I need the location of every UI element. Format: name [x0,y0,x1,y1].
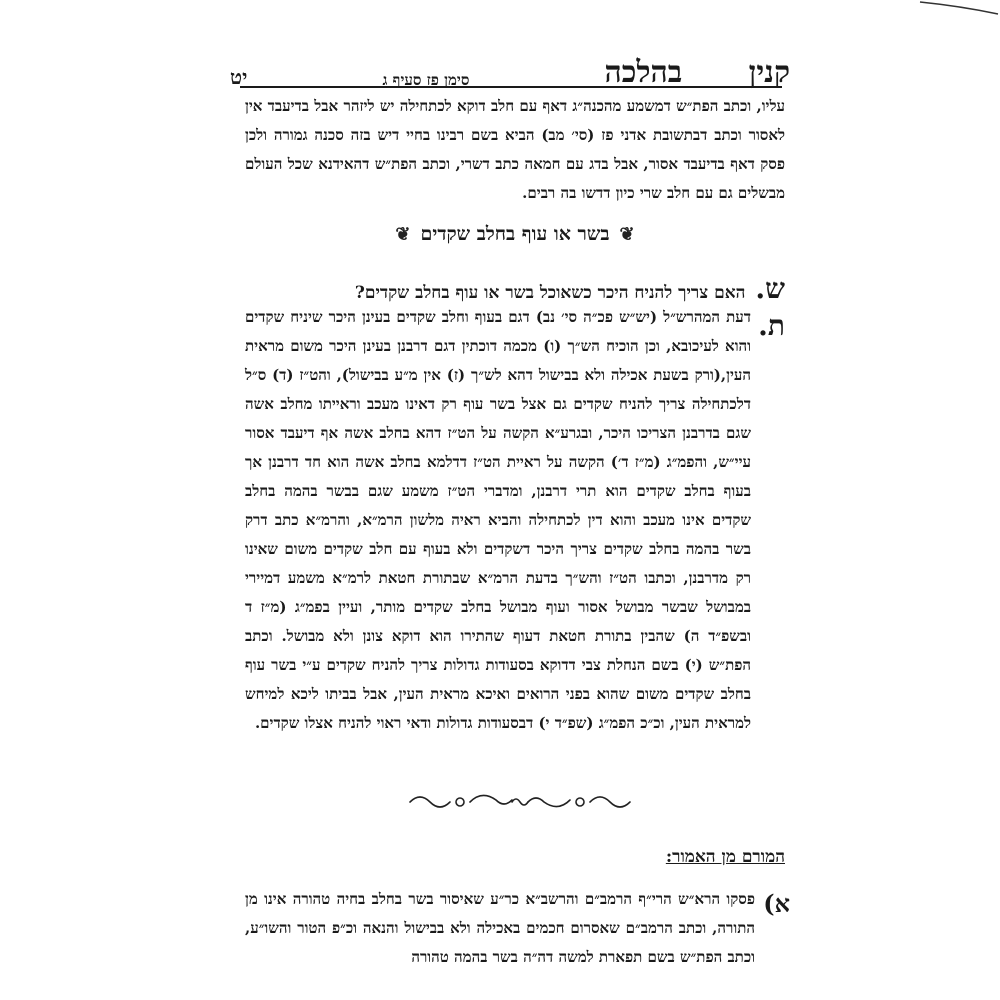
header-book-title [605,55,790,90]
answer-letter: ת. [758,309,785,342]
section-title: בשר או עוף בחלב שקדים [420,223,610,245]
question-row [245,272,785,306]
header-page-number: יט [230,65,248,89]
section-heading [245,223,785,246]
answer-text: דעת המהרש״ל (יש״ש פכ״ה סי׳ נב) דגם בעוף וחלב שקדים בעינן היכר שיניח שקדים והוא לעיכובא, וכן הוכיח הש״ך (ו) מכמה דוכתין דגם דרבנן בעינן היכר משום מראית העין,(ורק בשעת אכילה ולא בבישול דהא לש״ך (ז) אין מ״ע בבישול), והט״ז (ד) ס״ל דלכתחילה צריך להניח שקדים גם אצל בשר עוף רק דאינו מעכב וראייתו מחלב אשה שגם בדרבנן הצריכו היכר, ובגרע״א הקשה על הט״ז דהא בחלב אשה אף דיעבד אסור עיי״ש, והפמ״ג (מ״ז ד׳) הקשה על ראיית הט״ז דדלמא בחלב אשה הוא חד דרבנן אך בעוף בחלב שקדים הוא תרי דרבנן, ומדברי הט״ז משמע שגם בבשר בהמה בחלב שקדים אינו מעכב והוא דין לכתחילה והביא ראיה מלשון הרמ״א, והרמ״א כתב דרק בשר בהמה בחלב שקדים צריך היכר דשקדים ולא בעוף עם חלב שקדים משום שאינו רק מדרבנן, וכתבו הט״ז והש״ך בדעת הרמ״א שבתורת חטאת לרמ״א משמע דמיירי במבושל שבשר מבושל אסור ועוף מבושל בחלב שקדים מותר, ועיין בפמ״ג (מ״ז ד ובשפ״ד ה) שהבין בתורת חטאת דעוף שהתירו הוא דוקא צונן ולא מבושל. וכתב הפת״ש (י) בשם הנחלת צבי דדוקא בסעודות גדולות צריך להניח שקדים ע״י בשר עוף בחלב שקדים משום שהוא בפני הרואים ואיכא מראית העין, אבל בביתו ליכא למיחש למראית העין, וכ״כ הפמ״ג (שפ״ד י) דבסעודות גדולות ודאי ראוי להניח אצלו שקדים. [245,308,751,732]
question-text: האם צריך להניח היכר כשאוכל בשר או עוף בחלב שקדים? [354,283,746,303]
header-rule [240,86,782,88]
summary-item-text: פסקו הרא״ש הרי״ף הרמב״ם והרשב״א כר״ע שאיסור בשר בחלב בחיה טהורה אינו מן התורה, וכתב הרמב״ם שאסרום חכמים באכילה ולא בבישול והנאה וכ״פ הטור והשו״ע, וכתב הפת״ש בשם תפארת למשה דה״ה בשר בהמה טהורה [245,890,755,966]
scan-edge-mark [800,0,1000,20]
header-title-word-2: בהלכה [604,55,683,90]
intro-paragraph: עליו, וכתב הפת״ש דמשמע מהכנה״ג דאף עם חלב דוקא לכתחילה יש ליזהר אבל בדיעבד אין לאסור וכתב דבתשובת אדני פז (סי׳ מב) הביא בשם רבינו בחיי דיש בזה סכנה גמורה ולכן פסק דאף בדיעבד אסור, אבל בדג עם חמאה כתב דשרי, וכתב הפת״ש דהאידנא שכל העולם מבשלים גם עם חלב שרי כיון דדשו בה רבים. [245,97,785,202]
fleuron-right-icon: ❦ [619,224,635,245]
header-siman: סימן פז סעיף ג [382,71,470,89]
running-header [230,40,790,90]
question-letter: ש. [755,272,785,305]
summary-item-letter: א) [763,889,790,918]
summary-heading: המורם מן האמור: [665,847,785,867]
ornament-divider-icon [400,787,640,817]
fleuron-left-icon: ❦ [395,224,411,245]
header-title-word-1: קנין [748,55,790,90]
